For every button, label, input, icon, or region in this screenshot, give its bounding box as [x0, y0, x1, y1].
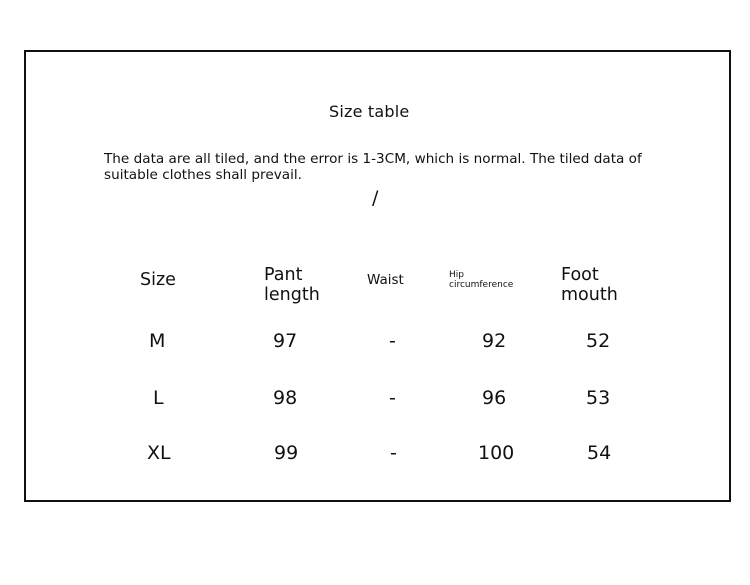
table-row-m-size: M: [149, 330, 166, 352]
header-foot-mouth: [561, 265, 618, 305]
table-row-m-waist: -: [389, 330, 396, 352]
size-table-frame: [24, 50, 731, 502]
header-waist: Waist: [367, 272, 404, 288]
header-pant-length-line2: length: [264, 285, 320, 305]
measurement-note: The data are all tiled, and the error is 1-3CM, which is normal. The tiled data of suitable clothes shall prevail.: [104, 151, 642, 183]
table-row-m-pant-length: 97: [273, 330, 298, 352]
header-hip-circumference: [449, 270, 513, 290]
header-foot-mouth-line2: mouth: [561, 285, 618, 305]
table-row-l-foot-mouth: 53: [586, 387, 611, 409]
table-row-l-size: L: [153, 387, 164, 409]
table-row-l-waist: -: [389, 387, 396, 409]
table-row-xl-waist: -: [390, 442, 397, 464]
table-row-xl-pant-length: 99: [274, 442, 299, 464]
table-row-m-foot-mouth: 52: [586, 330, 611, 352]
table-row-xl-size: XL: [147, 442, 171, 464]
separator-slash: /: [372, 187, 379, 209]
table-row-xl-hip: 100: [478, 442, 515, 464]
header-hip-line2: circumference: [449, 280, 514, 290]
table-row-m-hip: 92: [482, 330, 507, 352]
header-foot-mouth-line1: Foot: [561, 265, 599, 285]
table-row-xl-foot-mouth: 54: [587, 442, 612, 464]
header-size: Size: [140, 270, 176, 290]
page-title: Size table: [329, 102, 410, 121]
header-pant-length: [264, 265, 320, 305]
header-pant-length-line1: Pant: [264, 265, 303, 285]
header-hip-line1: Hip: [449, 270, 464, 280]
table-row-l-hip: 96: [482, 387, 507, 409]
table-row-l-pant-length: 98: [273, 387, 298, 409]
